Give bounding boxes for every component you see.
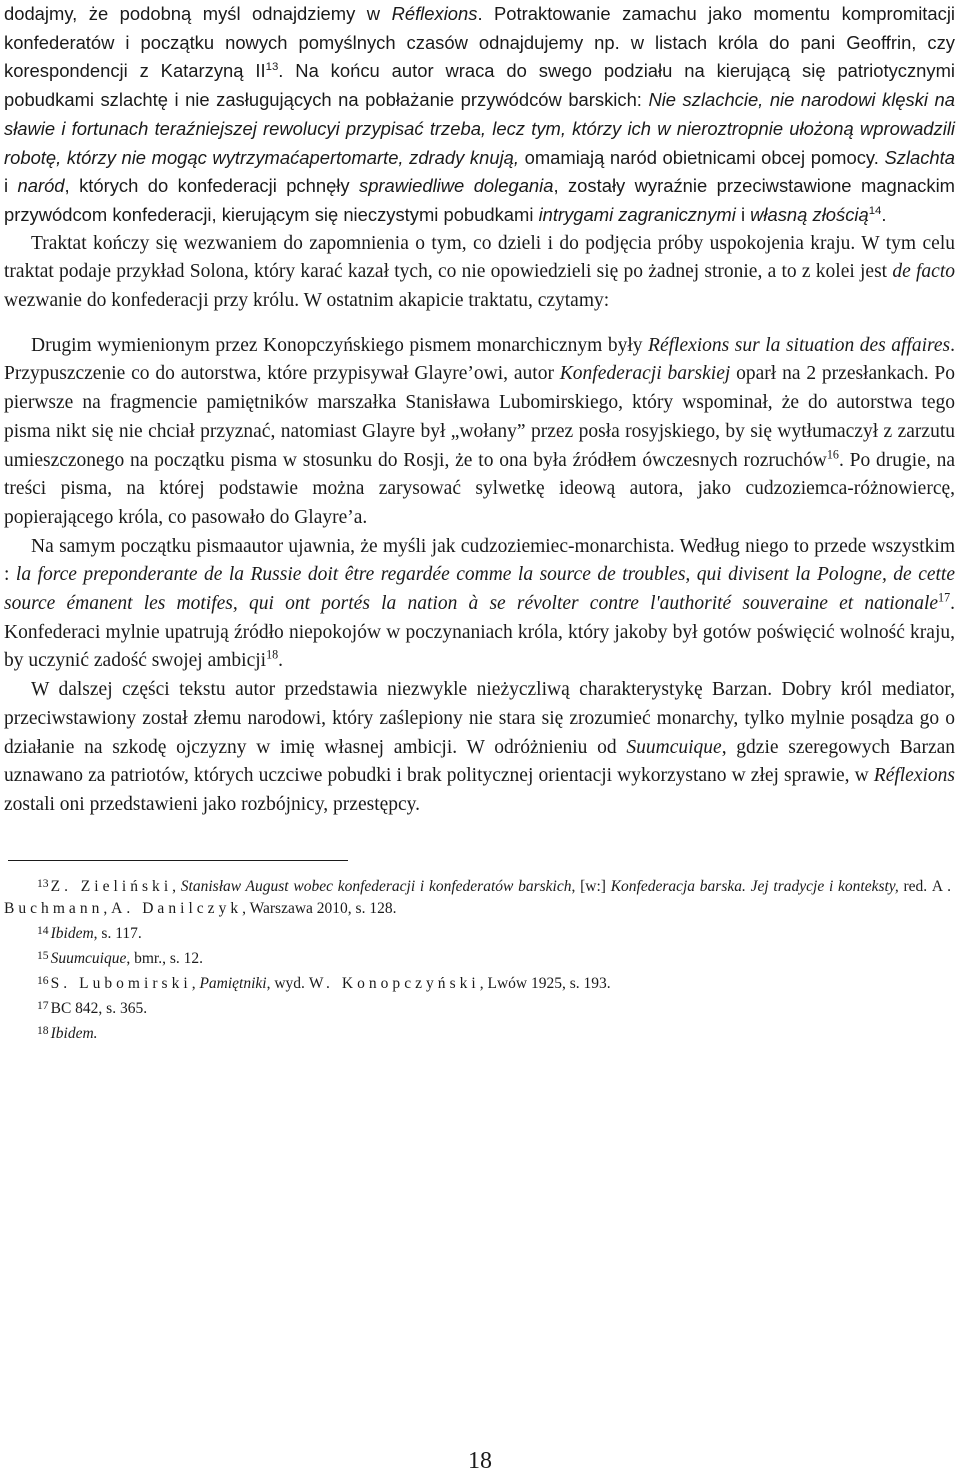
footnotes bbox=[4, 873, 955, 1045]
footnote-ref-13[interactable]: 13 bbox=[265, 61, 279, 74]
paragraph-4: Na samym początku pismaautor ujawnia, że myśli jak cudzoziemiec-monarchista. Według niego to przede wszystkim : la force preponderante de la Russie doit être regardée comme la source de troubles, qui divisent la Pologne, de cette source émanent les motifes, qui ont portés la nation à se révolter contre l'authorité souveraine et nationale$^{17}$. Konfederaci mylnie upatrują źródło niepokojów w poczynaniach króla, który jakoby był gotów poświęcić wolność kraju, by uczynić zadość swojej ambicji$^{18}$. bbox=[4, 535, 955, 672]
footnote-14: $^{14}$ Ibidem, s. 117. bbox=[37, 923, 142, 942]
footnote-ref-18[interactable]: 18 bbox=[266, 647, 279, 662]
footnote-17: $^{17}$ BC 842, s. 365. bbox=[37, 998, 148, 1017]
footnote-separator bbox=[8, 860, 348, 861]
paragraph-2: Traktat kończy się wezwaniem do zapomnienia o tym, co dzieli i do podjęcia próby uspokojenia kraju. W tym celu traktat podaje przykład Solona, który karać kazał tych, co nie opowiedzieli się po żadnej stronie, a to z kolei jest de facto wezwanie do konfederacji przy królu. W ostatnim akapicie traktatu, czytamy: bbox=[4, 232, 955, 312]
footnote-16: $^{16}$ S. Lubomirski, Pamiętniki, wyd. W. Konopczyński, Lwów 1925, s. 193. bbox=[37, 973, 611, 992]
footnote-ref-17[interactable]: 17 bbox=[938, 590, 951, 605]
paragraph-3: Drugim wymienionym przez Konopczyńskiego pismem monarchicznym były Réflexions sur la situation des affaires. Przypuszczenie co do autorstwa, które przypisywał Glayre’owi, autor Konfederacji barskiej oparł na 2 przesłankach. Po pierwsze na fragmencie pamiętników marszałka Stanisława Lubomirskiego, który wspominał, że do autorstwa tego pisma nikt się nie chciał przyznać, natomiast Glayre był „wołany” przez posła rosyjskiego, by się wytłumaczył z zarzutu umieszczonego na początku pisma w stosunku do Rosji, że to ona była źródłem ówczesnych rozruchów$^{16}$. Po drugie, na treści pisma, na której podstawie można zarysować sylwetkę ideową autora, jako cudzoziemca-różnowiercę, popierającego króla, co pasowało do Glayre’a. bbox=[4, 334, 956, 528]
paragraph-1: dodajmy, że podobną myśl odnajdziemy w Réflexions. Potraktowanie zamachu jako momentu kompromitacji konfederatów i początku nowych pomyślnych czasów odnajdujemy np. w listach króla do pani Geoffrin, czy korespondencji z Katarzyną II$^{13}$. Na końcu autor wraca do swego podziału na kierującą się patriotycznymi pobudkami szlachtę i nie zasługujących na pobłażanie przywódców barskich: Nie szlachcie, nie narodowi klęski na sławie i fortunach teraźniejszej rewolucyi przypisać trzeba, lecz tym, którzy ich w nieroztropnie ułożoną wprowadzili robotę, którzy nie mogąc wytrzymaćapertomarte, zdrady knują, omamiają naród obietnicami obcej pomocy. Szlachta i naród, których do konfederacji pchnęły sprawiedliwe dolegania, zostały wyraźnie przeciwstawione magnackim przywódcom konfederacji, kierującym się nieczystymi pobudkami intrygami zagranicznymi i własną złością$^{14}$. bbox=[4, 3, 955, 225]
footnote-13: $^{13}$ Z. Zieliński, Stanisław August wobec konfederacji i konfederatów barskich, [w:] Konfederacja barska. Jej tradycje i konteksty, red. A. Buchmann, A. Danilczyk, Warszawa 2010, s. 128. bbox=[4, 876, 956, 917]
paragraph-5: W dalszej części tekstu autor przedstawia niezwykle nieżyczliwą charakterystykę Barzan. Dobry król mediator, przeciwstawiony został złemu narodowi, który zaślepiony nie stara się zrozumieć monarchy, tylko mylnie posądza go o działanie na szkodę ojczyzny w imię własnej ambicji. W odróżnieniu od Suumcuique, gdzie szeregowych Barzan uznawano za patriotów, których uczciwe pobudki i brak politycznej orientacji wykorzystano w złej sprawie, w Réflexions zostali oni przedstawieni jako rozbójnicy, przestępcy. bbox=[4, 679, 956, 815]
footnote-15: $^{15}$ Suumcuique, bmr., s. 12. bbox=[37, 948, 204, 967]
footnote-ref-16[interactable]: 16 bbox=[826, 447, 839, 462]
footnote-18: $^{18}$ Ibidem. bbox=[37, 1024, 98, 1043]
footnote-ref-14[interactable]: 14 bbox=[868, 204, 882, 217]
page-number: 18 bbox=[468, 1448, 492, 1474]
